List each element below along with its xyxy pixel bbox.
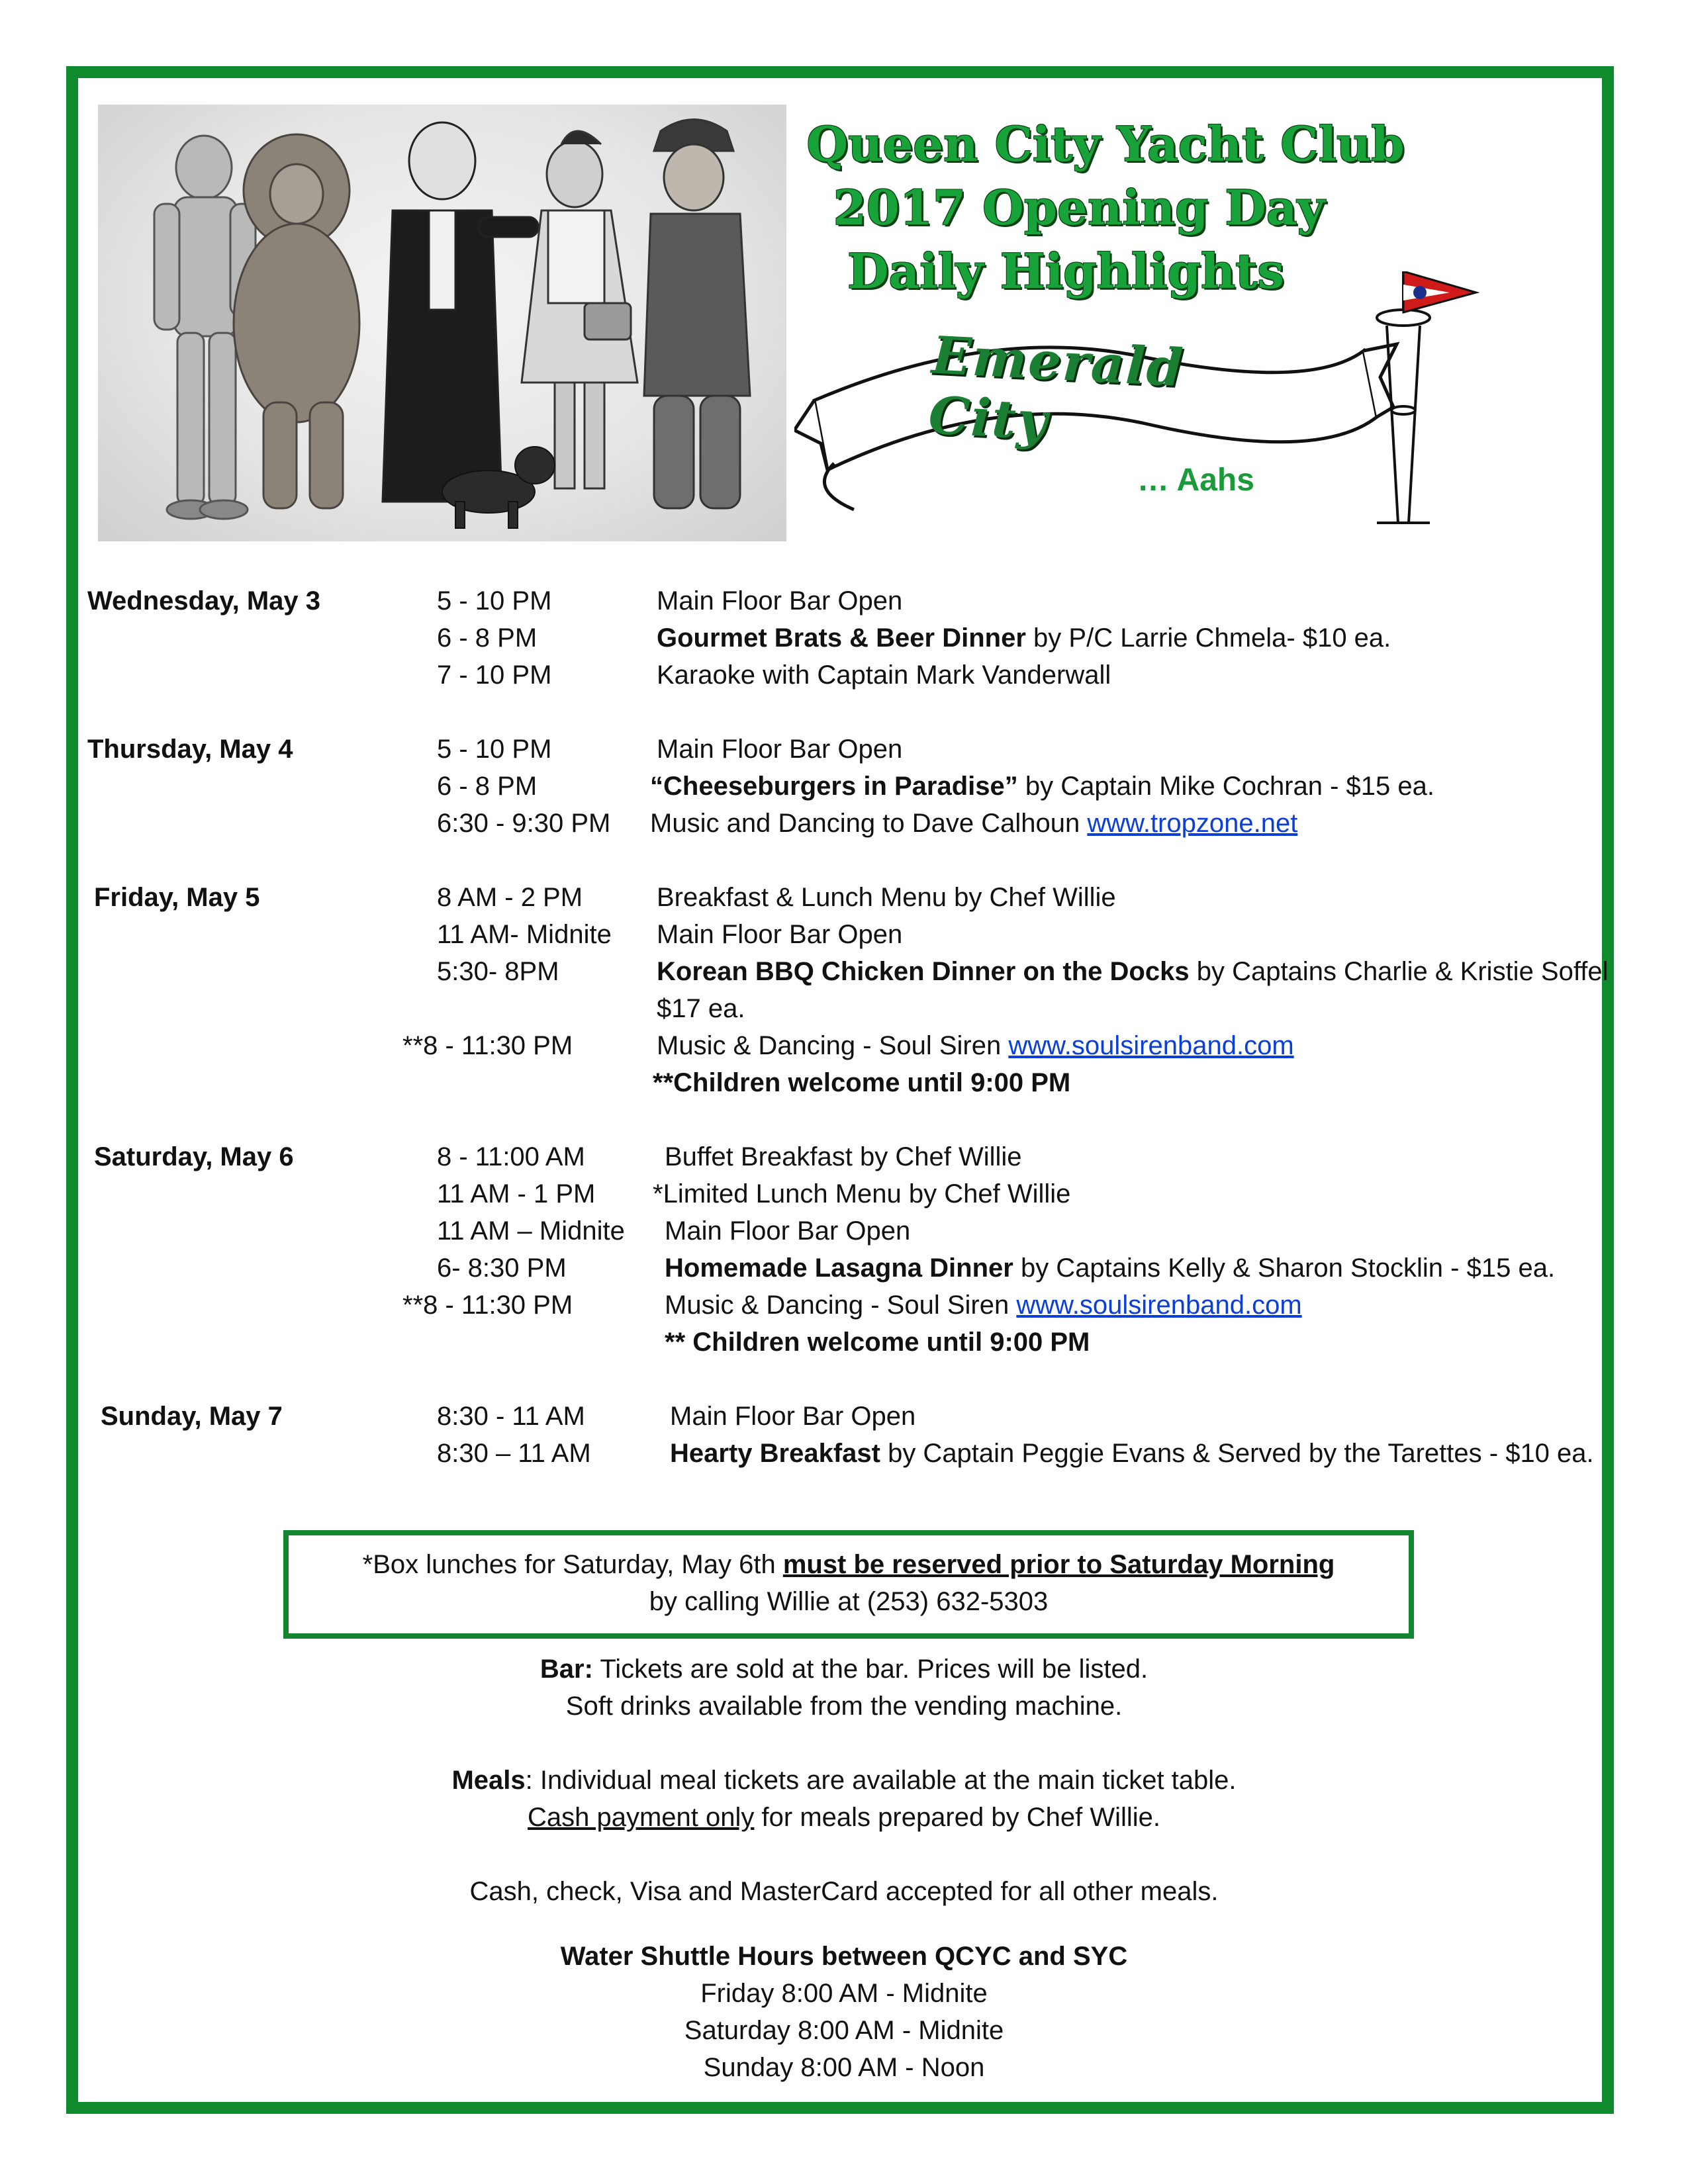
- event-description: [650, 768, 1610, 805]
- soulsiren-link[interactable]: www.soulsirenband.com: [1016, 1291, 1302, 1320]
- event-bold: Hearty Breakfast: [670, 1439, 880, 1468]
- day-thursday: [0, 731, 1688, 842]
- event-text: Main Floor Bar Open: [665, 1216, 911, 1246]
- meals-text: : Individual meal tickets are available at the main ticket table.: [525, 1766, 1237, 1795]
- shuttle-info: [0, 1938, 1688, 2086]
- event-description: [657, 953, 1610, 1027]
- shuttle-title: Water Shuttle Hours between QCYC and SYC: [560, 1942, 1128, 1971]
- event-bold: Korean BBQ Chicken Dinner on the Docks: [657, 957, 1190, 986]
- event-time: 6 - 8 PM: [437, 772, 538, 801]
- bar-label: Bar:: [539, 1655, 593, 1684]
- event-description: [657, 916, 1617, 953]
- event-description: [657, 619, 1617, 657]
- event-time: 11 AM - 1 PM: [437, 1179, 596, 1208]
- children-note: ** Children welcome until 9:00 PM: [665, 1328, 1090, 1357]
- event-text: Main Floor Bar Open: [657, 920, 903, 949]
- box-lunch-notice: [283, 1530, 1414, 1639]
- event-time: 11 AM – Midnite: [437, 1216, 625, 1246]
- event-time: **8 - 11:30 PM: [402, 1291, 573, 1320]
- day-label: Sunday, May 7: [101, 1402, 283, 1431]
- event-description: [670, 1398, 1630, 1435]
- meals-label: Meals: [451, 1766, 526, 1795]
- event-description: [653, 1175, 1613, 1212]
- event-text: by Captains Charlie & Kristie Soffel $17 ea.: [657, 957, 1609, 1023]
- shuttle-saturday: Saturday 8:00 AM - Midnite: [684, 2016, 1004, 2045]
- event-text: by P/C Larrie Chmela- $10 ea.: [1025, 623, 1391, 653]
- event-bold: Homemade Lasagna Dinner: [665, 1253, 1013, 1283]
- event-description: [657, 1027, 1617, 1064]
- event-time: 5 - 10 PM: [437, 586, 552, 615]
- day-saturday: [0, 1138, 1688, 1361]
- event-time: 8:30 – 11 AM: [437, 1439, 591, 1468]
- event-text: *Limited Lunch Menu by Chef Willie: [653, 1179, 1071, 1208]
- event-description: [657, 731, 1617, 768]
- event-time: 8 AM - 2 PM: [437, 883, 583, 912]
- meals-info: [0, 1762, 1688, 1836]
- meals-line-1: [0, 1762, 1688, 1799]
- shuttle-friday: Friday 8:00 AM - Midnite: [700, 1979, 988, 2008]
- event-description: [665, 1138, 1624, 1175]
- event-time: 5:30- 8PM: [437, 957, 559, 986]
- notice-line-1: [289, 1546, 1409, 1583]
- day-wednesday: [0, 582, 1688, 694]
- event-text: by Captain Peggie Evans & Served by the Tarettes - $10 ea.: [880, 1439, 1594, 1468]
- shuttle-sunday: Sunday 8:00 AM - Noon: [703, 2053, 985, 2082]
- bar-text: Tickets are sold at the bar. Prices will be listed.: [592, 1655, 1149, 1684]
- event-time: 11 AM- Midnite: [437, 920, 612, 949]
- event-time: 8:30 - 11 AM: [437, 1402, 585, 1431]
- tagline: … Aahs: [1137, 463, 1254, 498]
- notice-line-2: by calling Willie at (253) 632-5303: [649, 1587, 1049, 1616]
- event-text: Main Floor Bar Open: [657, 586, 903, 615]
- event-bold: Gourmet Brats & Beer Dinner: [657, 623, 1026, 653]
- event-text: by Captains Kelly & Sharon Stocklin - $15 ea.: [1013, 1253, 1556, 1283]
- children-note: **Children welcome until 9:00 PM: [653, 1068, 1071, 1097]
- day-friday: [0, 879, 1688, 1101]
- event-text: Main Floor Bar Open: [657, 735, 903, 764]
- event-text: Breakfast & Lunch Menu by Chef Willie: [657, 883, 1116, 912]
- title-line-opening-day: 2017 Opening Day: [833, 179, 1325, 236]
- cash-rest: for meals prepared by Chef Willie.: [754, 1803, 1160, 1832]
- schedule: [0, 582, 1688, 1509]
- event-text: Music & Dancing - Soul Siren: [657, 1031, 1009, 1060]
- event-description: [657, 657, 1617, 694]
- event-text: Main Floor Bar Open: [670, 1402, 916, 1431]
- event-time: 7 - 10 PM: [437, 660, 552, 690]
- notice-prefix: *Box lunches for Saturday, May 6th: [362, 1550, 783, 1579]
- event-description: [665, 1287, 1624, 1324]
- event-description: [665, 1324, 1624, 1361]
- title-line-club: Queen City Yacht Club: [806, 116, 1405, 172]
- event-description: [657, 582, 1617, 619]
- day-label: Wednesday, May 3: [87, 586, 320, 615]
- bar-line-2: Soft drinks available from the vending machine.: [565, 1692, 1123, 1721]
- soulsiren-link[interactable]: www.soulsirenband.com: [1008, 1031, 1294, 1060]
- bar-line-1: [0, 1651, 1688, 1688]
- event-description: [650, 805, 1610, 842]
- bar-info: [0, 1651, 1688, 1725]
- meals-line-2: [0, 1799, 1688, 1836]
- event-text: Music & Dancing - Soul Siren: [665, 1291, 1017, 1320]
- day-label: Friday, May 5: [94, 883, 260, 912]
- event-text: by Captain Mike Cochran - $15 ea.: [1017, 772, 1434, 801]
- day-sunday: [0, 1398, 1688, 1472]
- event-description: [670, 1435, 1617, 1472]
- event-text: Karaoke with Captain Mark Vanderwall: [657, 660, 1111, 690]
- event-time: 6 - 8 PM: [437, 623, 538, 653]
- day-label: Saturday, May 6: [94, 1142, 294, 1171]
- event-time: 6- 8:30 PM: [437, 1253, 567, 1283]
- notice-emphasis: must be reserved prior to Saturday Morning: [782, 1550, 1335, 1579]
- event-text: Buffet Breakfast by Chef Willie: [665, 1142, 1022, 1171]
- event-description: [665, 1250, 1624, 1287]
- event-text: Music and Dancing to Dave Calhoun: [650, 809, 1088, 838]
- cash-only: Cash payment only: [528, 1803, 755, 1832]
- event-time: 8 - 11:00 AM: [437, 1142, 585, 1171]
- event-time: 6:30 - 9:30 PM: [437, 809, 611, 838]
- event-time: 5 - 10 PM: [437, 735, 552, 764]
- event-description: [657, 879, 1617, 916]
- wizard-of-oz-photo: [98, 105, 786, 541]
- event-bold: “Cheeseburgers in Paradise”: [650, 772, 1018, 801]
- payment-info: Cash, check, Visa and MasterCard accepted for all other meals.: [469, 1877, 1219, 1906]
- day-label: Thursday, May 4: [87, 735, 293, 764]
- tropzone-link[interactable]: www.tropzone.net: [1087, 809, 1298, 838]
- banner-text: Emerald City: [927, 325, 1186, 452]
- title-line-highlights: Daily Highlights: [847, 243, 1284, 299]
- event-description: [665, 1212, 1624, 1250]
- event-description: [653, 1064, 1613, 1101]
- event-time: **8 - 11:30 PM: [402, 1031, 573, 1060]
